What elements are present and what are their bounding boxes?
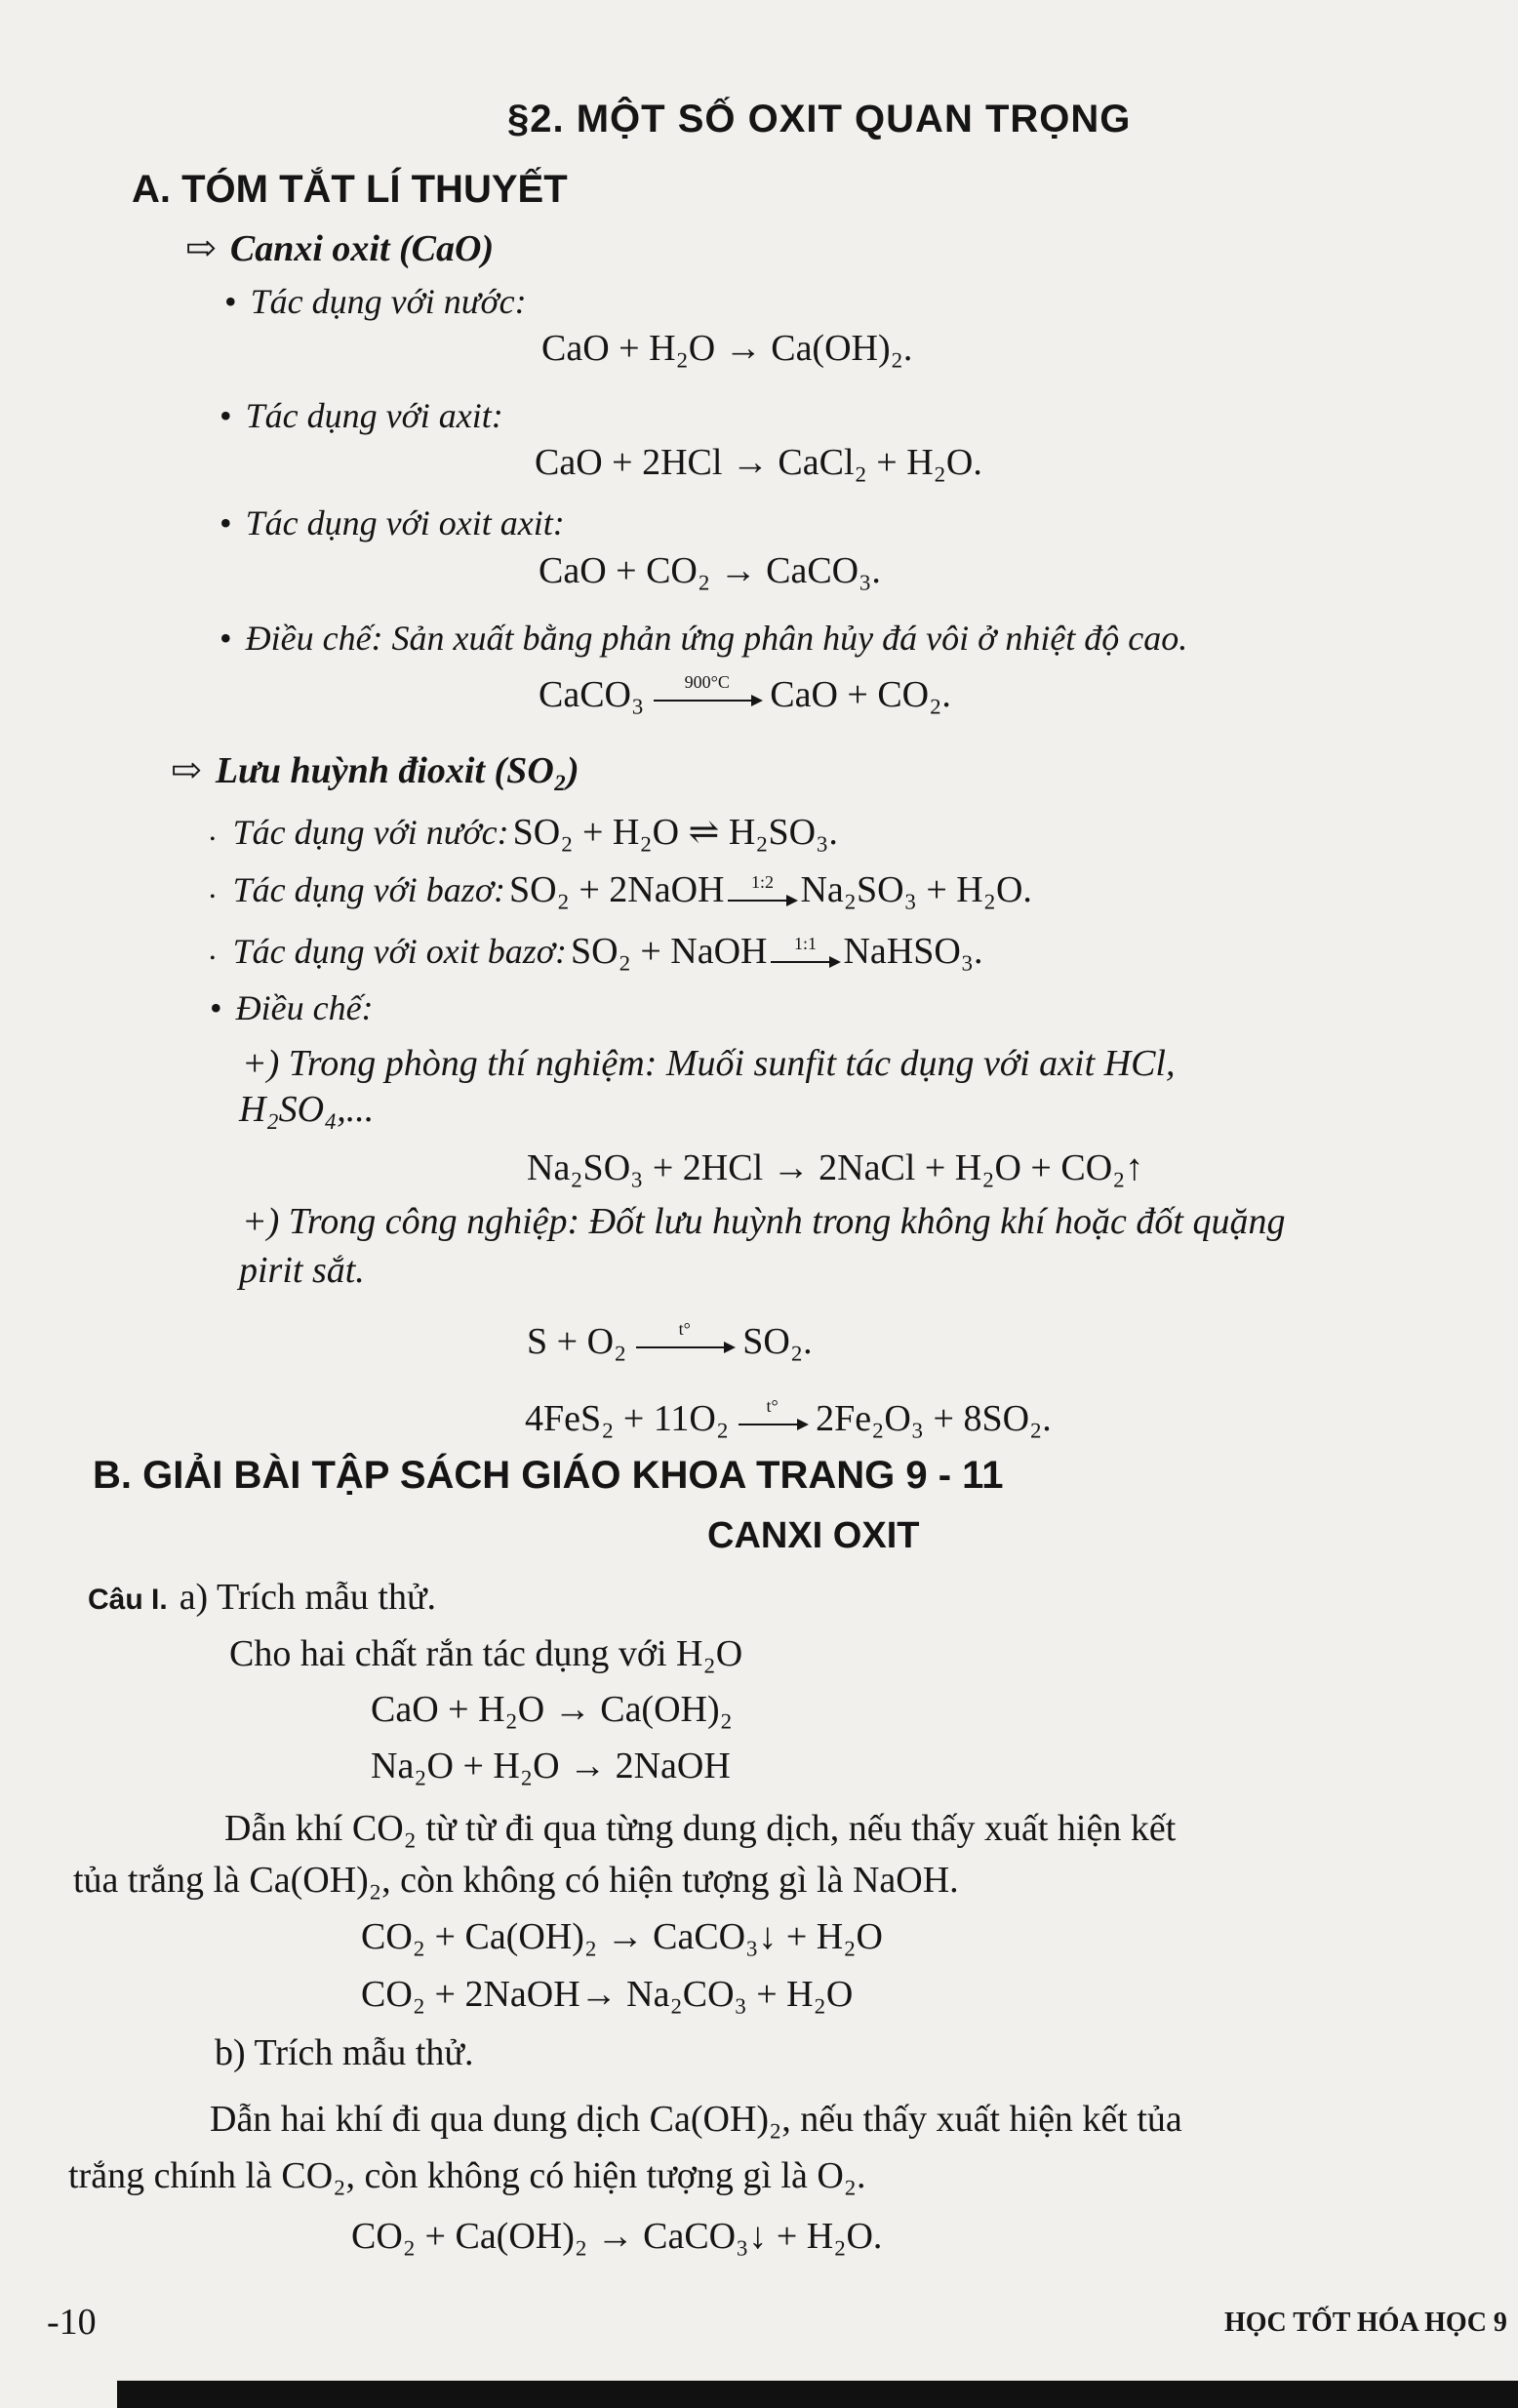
arrow-label: 1:1 [793, 934, 817, 954]
q1-b-para-line1: Dẫn hai khí đi qua dung dịch Ca(OH)₂, nếu thấy xuất hiện kết tủa [210, 2099, 1182, 2140]
arrow-label: 900°C [684, 672, 730, 693]
cao-eq-prep [539, 673, 951, 716]
so2-lab-line2: H₂SO₄,... [239, 1089, 375, 1130]
so2-bullet-base [210, 868, 1032, 911]
reaction-arrow-icon [728, 872, 796, 902]
reaction-arrow-icon [636, 1319, 734, 1348]
cao-eq-water: CaO + H₂O → Ca(OH)₂. [541, 328, 913, 369]
reaction-arrow-icon [654, 672, 761, 702]
cao-heading [185, 226, 494, 270]
so2-heading-text: Lưu huỳnh đioxit (SO₂) [215, 750, 579, 791]
so2-bullet-prep: • Điều chế: [210, 987, 374, 1028]
cao-eq-acid: CaO + 2HCl → CaCl₂ + H₂O. [535, 442, 982, 483]
so2-eq-water: SO₂ + H₂O ⇌ H₂SO₃. [512, 812, 838, 853]
cao-eq-acid-oxide: CaO + CO₂ → CaCO₃. [539, 550, 881, 591]
q1-a-para-line1: Dẫn khí CO₂ từ từ đi qua từng dung dịch, nếu thấy xuất hiện kết [224, 1808, 1177, 1849]
so2-ind-eq2-right: 2Fe₂O₃ + 8SO₂. [816, 1398, 1052, 1439]
q1-b-eq: CO₂ + Ca(OH)₂ → CaCO₃↓ + H₂O. [351, 2216, 883, 2257]
cao-bullet-prep: • Điều chế: Sản xuất bằng phản ứng phân hủy đá vôi ở nhiệt độ cao. [220, 618, 1187, 659]
q1-b-para-line2: trắng chính là CO₂, còn không có hiện tượng gì là O₂. [68, 2155, 866, 2196]
pointer-icon: ⇨ [185, 228, 217, 269]
so2-basic-oxide-right: NaHSO₃. [843, 931, 983, 972]
so2-bullet-water [210, 810, 838, 854]
pointer-icon: ⇨ [171, 750, 202, 791]
book-title: HỌC TỐT HÓA HỌC 9 [1224, 2308, 1507, 2338]
q1-a-line1: Cho hai chất rắn tác dụng với H₂O [229, 1633, 743, 1674]
q1-a-eq1: CaO + H₂O → Ca(OH)₂ [371, 1689, 733, 1730]
question-1-a-text: a) Trích mẫu thử. [179, 1577, 437, 1618]
cao-eq-prep-left: CaCO₃ [539, 674, 645, 715]
question-label: Câu I. [88, 1584, 168, 1616]
section-b-heading: B. GIẢI BÀI TẬP SÁCH GIÁO KHOA TRANG 9 - 11 [93, 1454, 1004, 1497]
reaction-arrow-icon [771, 934, 839, 963]
so2-lab-eq: Na₂SO₃ + 2HCl → 2NaCl + H₂O + CO₂↑ [527, 1147, 1144, 1188]
so2-water-label: Tác dụng với nước: [232, 813, 509, 852]
so2-ind-eq1 [527, 1320, 813, 1363]
page-title: §2. MỘT SỐ OXIT QUAN TRỌNG [507, 98, 1132, 140]
cao-heading-text: Canxi oxit (CaO) [229, 228, 495, 269]
section-a-heading: A. TÓM TẮT LÍ THUYẾT [132, 168, 568, 211]
cao-eq-prep-right: CaO + CO₂. [770, 674, 951, 715]
q1-a-eq2: Na₂O + H₂O → 2NaOH [371, 1746, 731, 1786]
scan-edge-bar [117, 2381, 1518, 2408]
reaction-arrow-icon [739, 1396, 807, 1425]
page-number: -10 [47, 2302, 97, 2343]
so2-base-label: Tác dụng với bazơ: [232, 870, 506, 909]
arrow-label: t° [766, 1396, 779, 1417]
so2-ind-eq1-right: SO₂. [742, 1321, 813, 1362]
so2-base-right: Na₂SO₃ + H₂O. [800, 869, 1032, 910]
q1-a-eq4: CO₂ + 2NaOH→ Na₂CO₃ + H₂O [361, 1974, 854, 2015]
so2-ind-line2: pirit sắt. [239, 1250, 365, 1291]
q1-a-eq3: CO₂ + Ca(OH)₂ → CaCO₃↓ + H₂O [361, 1916, 883, 1957]
arrow-label: t° [678, 1319, 691, 1340]
cao-bullet-water: • Tác dụng với nước: [224, 281, 527, 322]
so2-ind-eq2-left: 4FeS₂ + 11O₂ [525, 1398, 730, 1439]
so2-basic-oxide-left: SO₂ + NaOH [571, 931, 768, 972]
so2-bullet-basic-oxide [210, 930, 983, 973]
cao-bullet-acid: • Tác dụng với axit: [220, 395, 503, 436]
cao-bullet-acid-oxide: • Tác dụng với oxit axit: [220, 502, 565, 543]
so2-ind-eq2 [525, 1397, 1052, 1440]
so2-ind-line1: +) Trong công nghiệp: Đốt lưu huỳnh trong không khí hoặc đốt quặng [242, 1201, 1286, 1242]
q1-a-para-line2: tủa trắng là Ca(OH)₂, còn không có hiện tượng gì là NaOH. [73, 1860, 959, 1901]
question-1-b: b) Trích mẫu thử. [215, 2032, 474, 2073]
so2-base-left: SO₂ + 2NaOH [509, 869, 725, 910]
so2-heading [171, 748, 579, 792]
arrow-label: 1:2 [750, 872, 774, 893]
so2-ind-eq1-left: S + O₂ [527, 1321, 627, 1362]
so2-lab-line1: +) Trong phòng thí nghiệm: Muối sunfit tác dụng với axit HCl, [242, 1043, 1176, 1084]
question-1-a [88, 1576, 436, 1619]
subsection-heading: CANXI OXIT [707, 1515, 920, 1556]
so2-basic-oxide-label: Tác dụng với oxit bazơ: [232, 932, 567, 971]
